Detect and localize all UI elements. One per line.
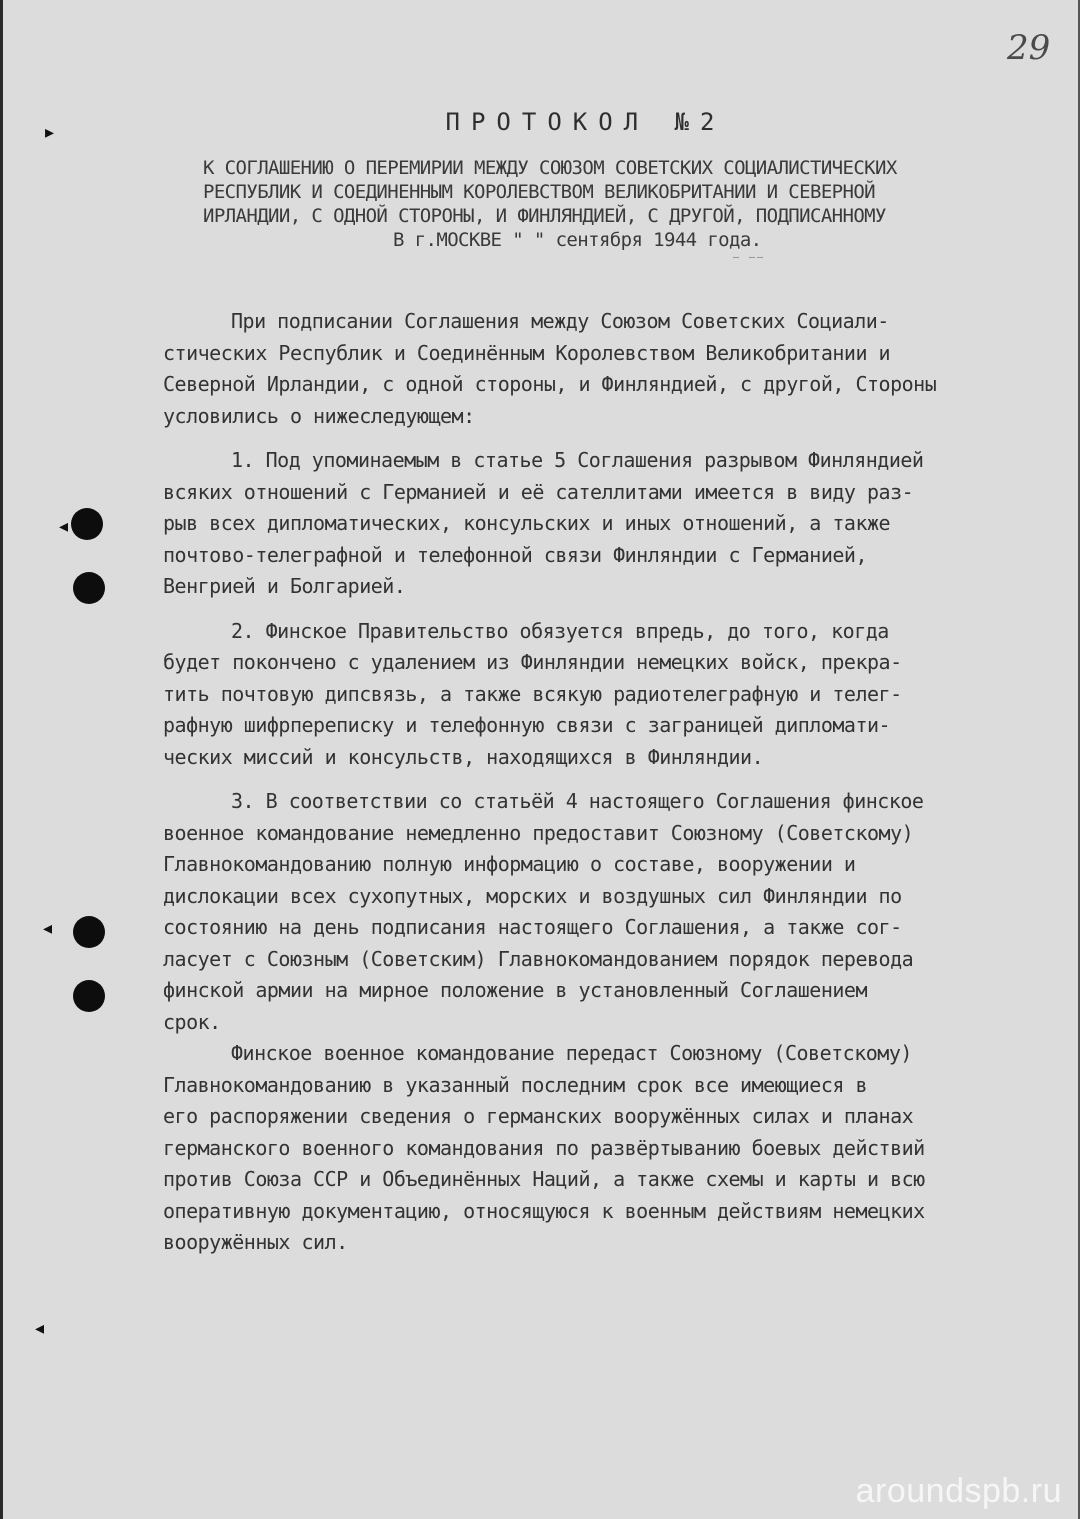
- text-line: оперативную документацию, относящуюся к военным действиям немецких: [163, 1198, 925, 1223]
- punch-hole: [73, 980, 105, 1012]
- document-body: [163, 306, 1063, 1259]
- punch-hole: [73, 572, 105, 604]
- text-line: срок.: [163, 1009, 221, 1034]
- text-line: ласует с Союзным (Советским) Главнокомандованием порядок перевода: [163, 946, 914, 971]
- margin-mark: ▸: [45, 122, 55, 143]
- text-line: При подписании Соглашения между Союзом Советских Социали-: [231, 309, 889, 333]
- text-line: 1. Под упоминаемым в статье 5 Соглашения разрывом Финляндией: [231, 448, 924, 472]
- text-line: германского военного командования по развёртыванию боевых действий: [163, 1135, 925, 1160]
- subtitle-line: ИРЛАНДИИ, С ОДНОЙ СТОРОНЫ, И ФИНЛЯНДИЕЙ, С ДРУГОЙ, ПОДПИСАННОМУ: [203, 205, 886, 227]
- document-title: ПРОТОКОЛ №2: [445, 108, 726, 136]
- watermark: aroundspb.ru: [855, 1472, 1062, 1510]
- text-line: условились о нижеследующем:: [163, 403, 475, 428]
- text-line: ческих миссий и консульств, находящихся в Финляндии.: [163, 744, 764, 769]
- text-line: Венгрией и Болгарией.: [163, 574, 406, 598]
- text-line: будет покончено с удалением из Финляндии немецких войск, прекра-: [163, 650, 902, 674]
- subtitle-line: К СОГЛАШЕНИЮ О ПЕРЕМИРИИ МЕЖДУ СОЮЗОМ СОВЕТСКИХ СОЦИАЛИСТИЧЕСКИХ: [203, 157, 897, 179]
- margin-mark: ◂: [35, 1318, 45, 1339]
- text-line: его распоряжении сведения о германских вооружённых силах и планах: [163, 1104, 914, 1128]
- margin-mark: ◂: [59, 516, 69, 537]
- separator-dashes: — ——: [733, 252, 766, 263]
- subtitle-line: В г.МОСКВЕ " " сентября 1944 года.: [393, 229, 762, 251]
- text-line: почтово-телеграфной и телефонной связи Финляндии с Германией,: [163, 542, 868, 567]
- subtitle-line: РЕСПУБЛИК И СОЕДИНЕННЫМ КОРОЛЕВСТВОМ ВЕЛИКОБРИТАНИИ И СЕВЕРНОЙ: [203, 181, 876, 203]
- text-line: Главнокомандованию в указанный последним срок все имеющиеся в: [163, 1072, 868, 1097]
- text-line: против Союза ССР и Объединённых Наций, а также схемы и карты и всю: [163, 1167, 925, 1191]
- text-line: вооружённых сил.: [163, 1230, 348, 1254]
- text-line: рафную шифрпереписку и телефонную связи с заграницей дипломати-: [163, 713, 891, 737]
- point-3-continuation-paragraph: [163, 1038, 1063, 1259]
- text-line: стических Республик и Соединённым Королевством Великобритании и: [163, 340, 891, 365]
- text-line: тить почтовую дипсвязь, а также всякую радиотелеграфную и телег-: [163, 681, 902, 706]
- text-line: состоянию на день подписания настоящего Соглашения, а также сог-: [163, 915, 902, 939]
- text-line: 3. В соответствии со статьёй 4 настоящего Соглашения финское: [231, 789, 924, 813]
- text-line: Северной Ирландии, с одной стороны, и Финляндией, с другой, Стороны: [163, 372, 937, 396]
- text-line: рыв всех дипломатических, консульских и иных отношений, а также: [163, 511, 891, 535]
- text-line: дислокации всех сухопутных, морских и воздушных сил Финляндии по: [163, 883, 902, 908]
- text-line: 2. Финское Правительство обязуется впредь, до того, когда: [231, 618, 889, 643]
- text-line: Главнокомандованию полную информацию о составе, вооружении и: [163, 852, 856, 876]
- point-3-paragraph: [163, 786, 1063, 1038]
- point-1-paragraph: [163, 445, 1063, 603]
- page-number: 29: [1007, 28, 1051, 68]
- document-subtitle: [203, 156, 1065, 252]
- punch-hole: [73, 916, 105, 948]
- point-2-paragraph: [163, 616, 1063, 774]
- text-line: финской армии на мирное положение в установленный Соглашением: [163, 978, 868, 1002]
- punch-hole: [71, 508, 103, 540]
- text-line: военное командование немедленно предоставит Союзному (Советскому): [163, 820, 914, 845]
- margin-mark: ◂: [43, 918, 53, 939]
- text-line: Финское военное командование передаст Союзному (Советскому): [231, 1041, 912, 1065]
- text-line: всяких отношений с Германией и её сателлитами имеется в виду раз-: [163, 479, 914, 504]
- intro-paragraph: [163, 306, 1063, 432]
